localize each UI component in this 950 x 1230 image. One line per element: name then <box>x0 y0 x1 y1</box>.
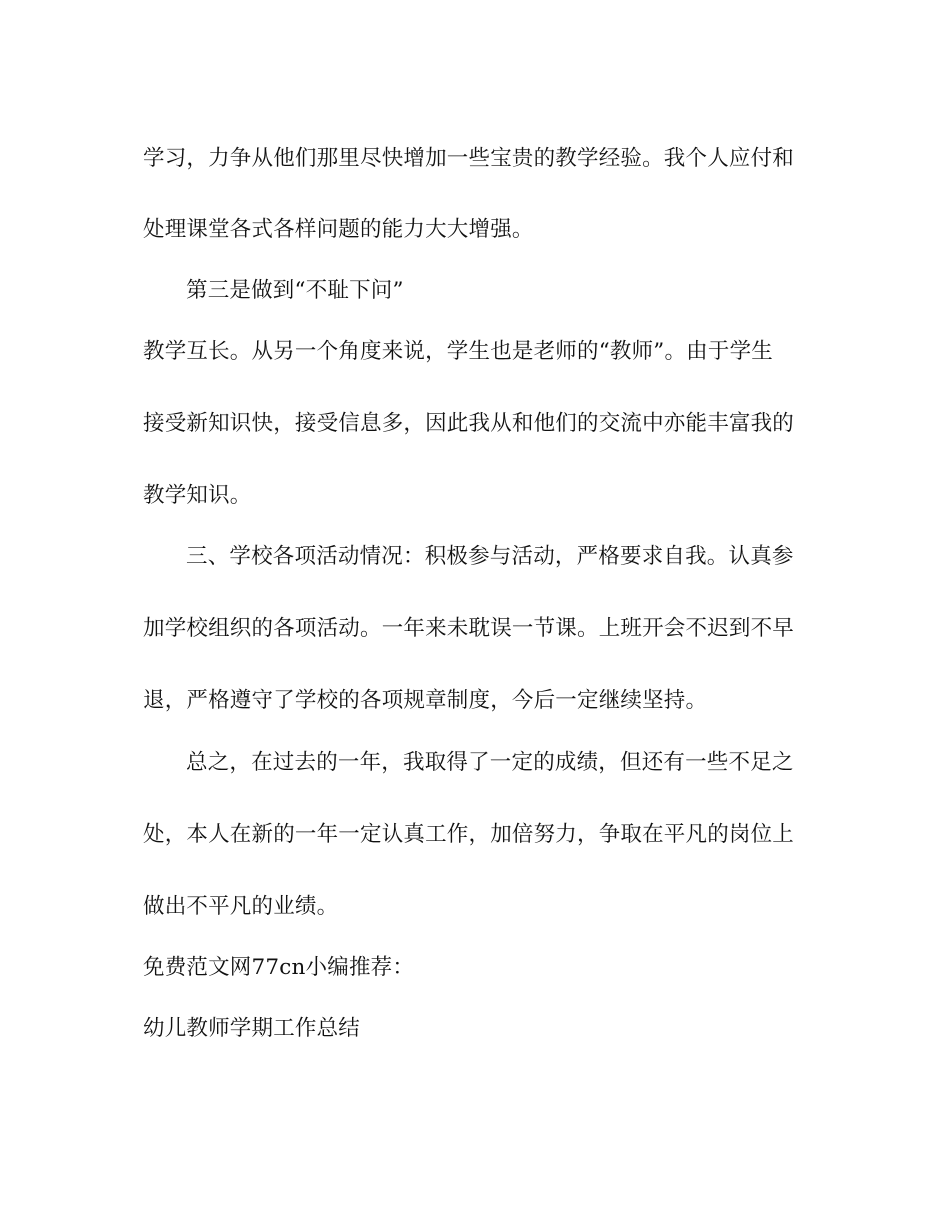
paragraph-line: 总之，在过去的一年，我取得了一定的成绩，但还有一些不足之 <box>186 750 794 775</box>
paragraph-line: 第三是做到“不耻下问” <box>186 278 404 303</box>
paragraph-line: 教学知识。 <box>143 483 252 508</box>
recommendation-label: 免费范文网77cn小编推荐： <box>143 955 415 980</box>
paragraph-line: 三、学校各项活动情况：积极参与活动，严格要求自我。认真参 <box>186 544 794 569</box>
paragraph-line: 处，本人在新的一年一定认真工作，加倍努力，争取在平凡的岗位上 <box>143 822 795 847</box>
paragraph-line: 学习，力争从他们那里尽快增加一些宝贵的教学经验。我个人应付和 <box>143 146 795 171</box>
paragraph-line: 退，严格遵守了学校的各项规章制度，今后一定继续坚持。 <box>143 688 708 713</box>
recommended-article-link: 幼儿教师学期工作总结 <box>143 1016 361 1041</box>
paragraph-line: 加学校组织的各项活动。一年来未耽误一节课。上班开会不迟到不早 <box>143 616 795 641</box>
paragraph-line: 教学互长。从另一个角度来说，学生也是老师的“教师”。由于学生 <box>143 339 773 364</box>
paragraph-line: 接受新知识快，接受信息多，因此我从和他们的交流中亦能丰富我的 <box>143 411 795 436</box>
paragraph-line: 处理课堂各式各样问题的能力大大增强。 <box>143 217 534 242</box>
paragraph-line: 做出不平凡的业绩。 <box>143 894 339 919</box>
